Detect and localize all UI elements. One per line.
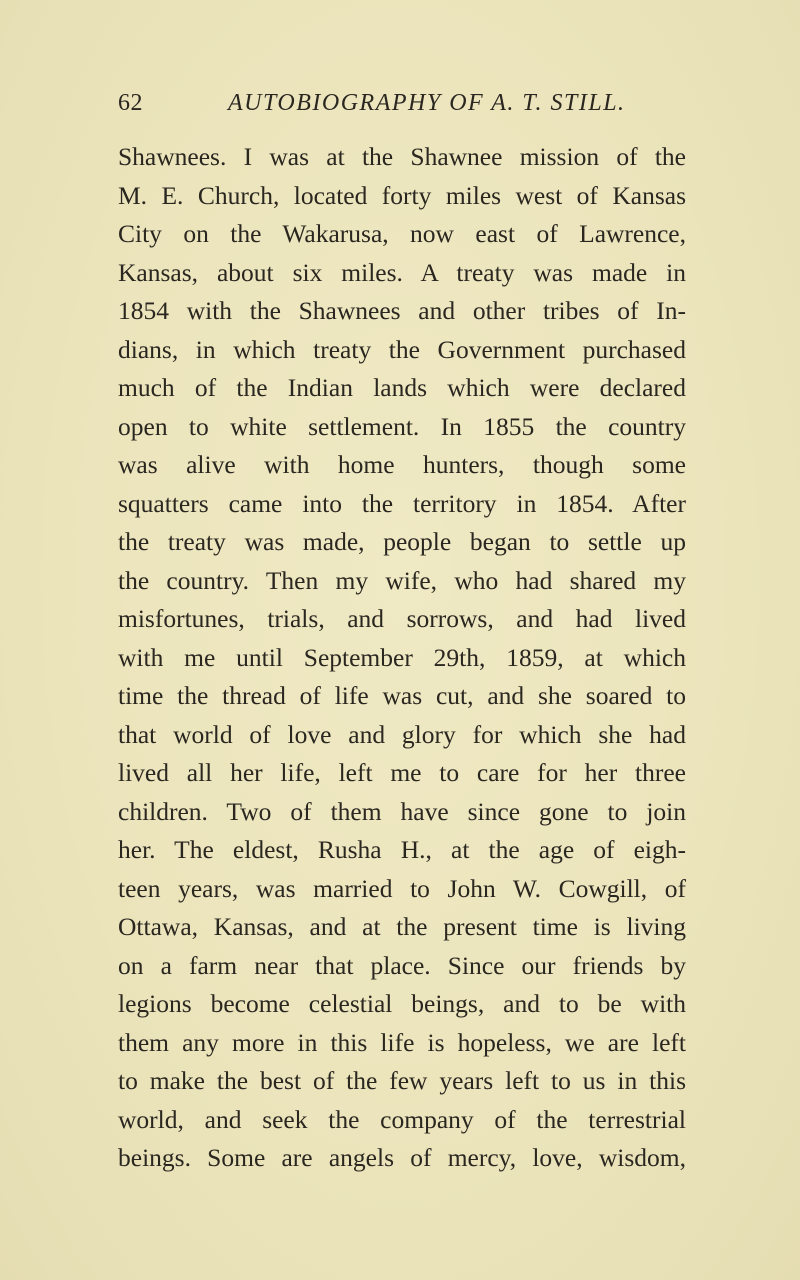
text-line: with me until September 29th, 1859, at which: [118, 642, 686, 672]
text-line: teen years, was married to John W. Cowgill, of: [118, 873, 686, 903]
text-line: that world of love and glory for which she had: [118, 719, 686, 749]
text-line: Kansas, about six miles. A treaty was made in: [118, 257, 686, 287]
text-line: City on the Wakarusa, now east of Lawrence,: [118, 219, 686, 248]
text-line: the country. Then my wife, who had shared my: [118, 565, 686, 595]
text-line: dians, in which treaty the Government purchased: [118, 334, 686, 364]
text-line: children. Two of them have since gone to join: [118, 796, 686, 826]
text-line: squatters came into the territory in 1854. After: [118, 488, 686, 518]
text-line: M. E. Church, located forty miles west of Kansas: [118, 180, 686, 210]
text-line: to make the best of the few years left to us in this: [118, 1066, 686, 1095]
text-line: misfortunes, trials, and sorrows, and had lived: [118, 604, 686, 633]
text-line: open to white settlement. In 1855 the country: [118, 411, 686, 441]
text-line: time the thread of life was cut, and she soared to: [118, 681, 686, 710]
text-line: on a farm near that place. Since our friends by: [118, 950, 686, 980]
page-number: 62: [118, 90, 143, 116]
text-line: world, and seek the company of the terrestrial: [118, 1104, 686, 1134]
text-line: them any more in this life is hopeless, we are left: [118, 1027, 686, 1057]
running-title: AUTOBIOGRAPHY OF A. T. STILL.: [228, 90, 626, 116]
text-line: her. The eldest, Rusha H., at the age of eigh-: [118, 835, 686, 864]
text-line: much of the Indian lands which were declared: [118, 373, 686, 402]
text-line: Ottawa, Kansas, and at the present time is living: [118, 912, 686, 941]
text-line: the treaty was made, people began to settle up: [118, 527, 686, 556]
text-line: Shawnees. I was at the Shawnee mission of the: [118, 142, 686, 171]
running-head: [118, 90, 678, 124]
text-line: was alive with home hunters, though some: [118, 450, 686, 479]
text-line: 1854 with the Shawnees and other tribes of In-: [118, 296, 686, 325]
body-text: [118, 138, 686, 1178]
text-line: beings. Some are angels of mercy, love, wisdom,: [118, 1143, 686, 1172]
text-line: legions become celestial beings, and to be with: [118, 989, 686, 1018]
text-line: lived all her life, left me to care for her three: [118, 758, 686, 787]
